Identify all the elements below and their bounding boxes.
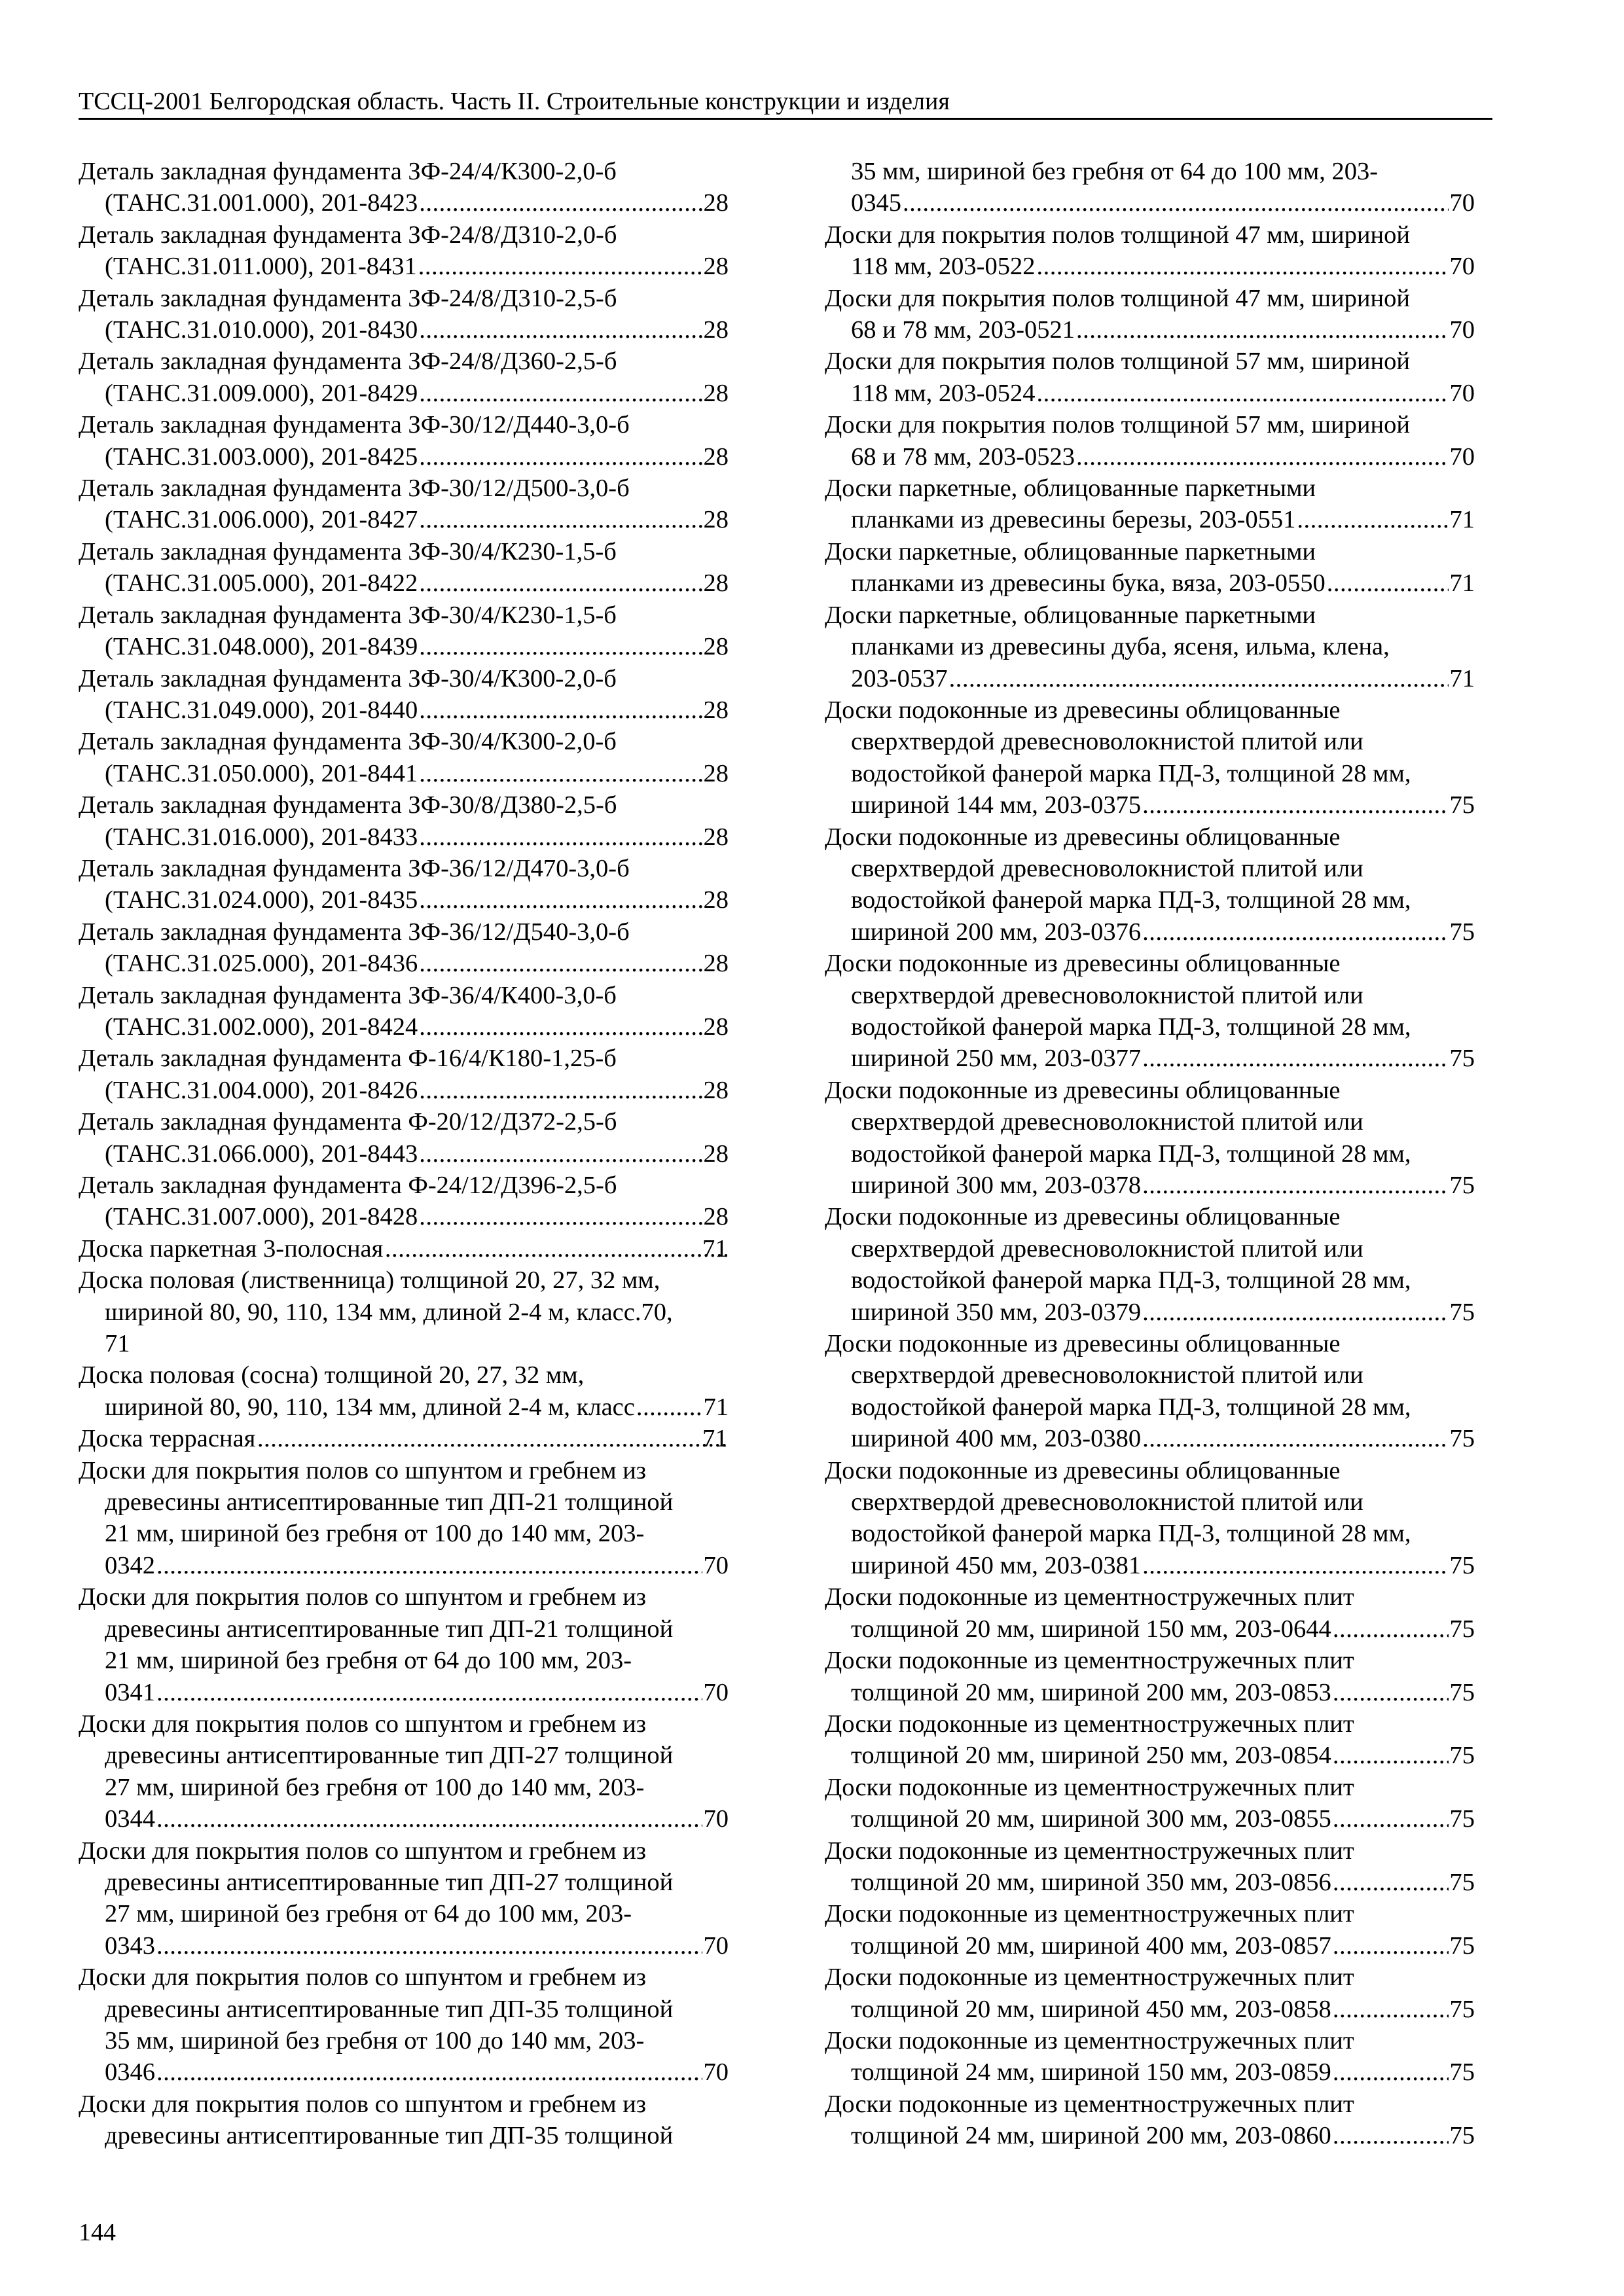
index-entry-page: 70 [703, 1678, 729, 1706]
index-entry-text: 68 и 78 мм, 203-0521 [851, 316, 1075, 344]
index-entry [825, 283, 1475, 346]
index-entry-text: Доски для покрытия полов толщиной 47 мм, шириной [825, 221, 1410, 249]
dot-leader [1333, 1930, 1449, 1962]
index-entry-page: 28 [703, 506, 729, 534]
dot-leader [419, 1075, 702, 1106]
index-entry-text: водостойкой фанерой марка ПД-3, толщиной 28 мм, [851, 1266, 1411, 1295]
index-entry-text: шириной 400 мм, 203-0380 [851, 1425, 1142, 1453]
index-entry-page: 70 [1449, 253, 1475, 281]
index-entry [825, 1075, 1475, 1202]
index-entry-text: водостойкой фанерой марка ПД-3, толщиной 28 мм, [851, 1139, 1411, 1168]
index-entry-text: древесины антисептированные тип ДП-21 толщиной [105, 1488, 674, 1516]
dot-leader [257, 1423, 727, 1454]
index-entry-text: Доски для покрытия полов со шпунтом и гребнем из [79, 1710, 647, 1738]
index-entry-text: 0343 [105, 1931, 155, 1960]
index-entry-text: 35 мм, шириной без гребня от 64 до 100 мм, 203- [851, 158, 1379, 185]
dot-leader [156, 1550, 702, 1581]
index-entry-text: Деталь закладная фундамента ЗФ-24/4/К300-2,0-б [79, 158, 617, 185]
dot-leader [419, 821, 702, 853]
index-entry-text: толщиной 20 мм, шириной 150 мм, 203-0644 [851, 1615, 1331, 1643]
index-entry-text: (ТАНС.31.024.000), 201-8435 [105, 886, 418, 914]
dot-leader [1333, 1803, 1449, 1835]
index-entry-text: сверхтвердой древесноволокнистой плитой или [851, 1361, 1363, 1390]
index-entry [825, 600, 1475, 694]
index-entry [79, 473, 729, 536]
index-entry-text: шириной 350 мм, 203-0379 [851, 1298, 1142, 1326]
dot-leader [418, 251, 702, 282]
index-entry [79, 1962, 729, 2089]
index-entry-text: шириной 250 мм, 203-0377 [851, 1045, 1142, 1073]
index-entry-text: Деталь закладная фундамента ЗФ-30/12/Д500-3,0-б [79, 475, 630, 503]
index-entry-text: Деталь закладная фундамента ЗФ-36/4/К400-3,0-б [79, 981, 617, 1009]
index-entry-text: Доски подоконные из цементностружечных плит [825, 2090, 1354, 2118]
index-entry-text: 21 мм, шириной без гребня от 100 до 140 мм, 203- [105, 1520, 645, 1548]
index-entry-text: древесины антисептированные тип ДП-21 толщиной [105, 1615, 674, 1643]
header-rule [79, 118, 1492, 120]
index-entry-text: сверхтвердой древесноволокнистой плитой или [851, 981, 1363, 1009]
index-entry-text: Доски паркетные, облицованные паркетными [825, 601, 1316, 629]
index-entry-page: 71 [703, 1393, 729, 1421]
index-entry [825, 536, 1475, 600]
index-entry [825, 1455, 1475, 1582]
index-entry-page: 75 [1449, 1995, 1475, 2023]
index-entry-page: 70 [1449, 189, 1475, 217]
index-entry-text: Деталь закладная фундамента ЗФ-24/8/Д360-2,5-б [79, 348, 617, 376]
index-entry-text: сверхтвердой древесноволокнистой плитой или [851, 854, 1363, 882]
index-entry-text: Доски подоконные из цементностружечных плит [825, 1583, 1354, 1611]
index-entry-text: шириной 200 мм, 203-0376 [851, 918, 1142, 946]
index-column-left [79, 156, 729, 2152]
index-entry-page: 28 [703, 189, 729, 217]
index-entry-text: (ТАНС.31.007.000), 201-8428 [105, 1203, 418, 1231]
index-entry-page: 28 [703, 886, 729, 914]
page-number: 144 [79, 2219, 116, 2246]
index-entry-text: (ТАНС.31.066.000), 201-8443 [105, 1139, 418, 1168]
index-entry-text: (ТАНС.31.004.000), 201-8426 [105, 1076, 418, 1104]
index-entry-text: Доски подоконные из древесины облицованные [825, 696, 1341, 724]
index-entry [825, 1772, 1475, 1835]
index-entry-text: Деталь закладная фундамента ЗФ-24/8/Д310-2,5-б [79, 284, 617, 312]
index-entry [79, 980, 729, 1043]
dot-leader [636, 1391, 702, 1423]
index-entry-text: Доска террасная [79, 1425, 256, 1453]
index-entry-page: 75 [1449, 1742, 1475, 1770]
index-entry [79, 600, 729, 663]
running-header: ТССЦ-2001 Белгородская область. Часть II. Строительные конструкции и изделия [79, 88, 950, 115]
index-entry-page: 75 [1449, 1931, 1475, 1960]
dot-leader [1142, 916, 1448, 948]
index-entry-text: сверхтвердой древесноволокнистой плитой или [851, 1108, 1363, 1136]
index-entry-text: (ТАНС.31.011.000), 201-8431 [105, 253, 417, 281]
dot-leader [419, 884, 702, 916]
index-entry [79, 1265, 729, 1359]
index-entry [825, 473, 1475, 536]
index-entry-page: 75 [1449, 918, 1475, 946]
index-entry-text: (ТАНС.31.009.000), 201-8429 [105, 379, 418, 407]
index-entry-text: Деталь закладная фундамента ЗФ-24/8/Д310-2,0-б [79, 221, 617, 249]
dot-leader [1327, 567, 1449, 599]
index-entry-text: толщиной 20 мм, шириной 400 мм, 203-0857 [851, 1931, 1331, 1960]
index-entry-page: 28 [703, 442, 729, 471]
index-entry-page: 70 [703, 1805, 729, 1833]
index-entry-text: сверхтвердой древесноволокнистой плитой или [851, 728, 1363, 756]
dot-leader [949, 663, 1449, 694]
index-entry-text: планками из древесины бука, вяза, 203-0550 [851, 569, 1326, 598]
dot-leader [1142, 1550, 1448, 1581]
index-entry [79, 916, 729, 980]
dot-leader [419, 631, 702, 662]
index-entry-page: 75 [1449, 1615, 1475, 1643]
index-entry-page: 75 [1449, 1045, 1475, 1073]
dot-leader [1076, 314, 1448, 346]
index-entry [79, 2089, 729, 2152]
index-entry-text: 21 мм, шириной без гребня от 64 до 100 мм, 203- [105, 1647, 632, 1675]
dot-leader [384, 1233, 727, 1265]
index-entry-text: (ТАНС.31.049.000), 201-8440 [105, 696, 418, 724]
index-entry-text: 118 мм, 203-0524 [851, 379, 1036, 407]
index-entry-text: Доски подоконные из древесины облицованные [825, 1076, 1341, 1104]
dot-leader [419, 758, 702, 789]
index-entry-text: толщиной 24 мм, шириной 150 мм, 203-0859 [851, 2058, 1331, 2087]
index-entry-text: толщиной 20 мм, шириной 300 мм, 203-0855 [851, 1805, 1331, 1833]
index-entry-text: Деталь закладная фундамента ЗФ-30/8/Д380-2,5-б [79, 791, 617, 819]
dot-leader [419, 378, 702, 409]
index-entry-text: (ТАНС.31.048.000), 201-8439 [105, 633, 418, 661]
dot-leader [1076, 441, 1448, 473]
index-entry-page: 75 [1449, 791, 1475, 819]
index-entry-text: древесины антисептированные тип ДП-35 толщиной [105, 1995, 674, 2023]
index-entry-text: (ТАНС.31.001.000), 201-8423 [105, 189, 418, 217]
index-entry-text: водостойкой фанерой марка ПД-3, толщиной 28 мм, [851, 1013, 1411, 1041]
index-entry-text: Доски подоконные из цементностружечных плит [825, 1964, 1354, 1992]
index-column-right [825, 156, 1475, 2152]
dot-leader [1037, 378, 1449, 409]
dot-leader [156, 1803, 702, 1835]
index-entry-text: Доски подоконные из древесины облицованные [825, 1456, 1341, 1484]
index-entry-text: водостойкой фанерой марка ПД-3, толщиной 28 мм, [851, 759, 1411, 787]
index-entry-page: 28 [703, 759, 729, 787]
index-entry-text: сверхтвердой древесноволокнистой плитой или [851, 1488, 1363, 1516]
index-entry-text: толщиной 20 мм, шириной 450 мм, 203-0858 [851, 1995, 1331, 2023]
index-entry-text: 0345 [851, 189, 901, 217]
index-entry-text: Доски подоконные из цементностружечных плит [825, 1773, 1354, 1801]
index-entry-page: 28 [703, 950, 729, 978]
index-entry-page: 75 [1449, 1172, 1475, 1199]
dot-leader [419, 504, 702, 535]
index-entry-text: Доски для покрытия полов толщиной 57 мм, шириной [825, 411, 1410, 439]
index-entry-text: Доски подоконные из цементностружечных плит [825, 2026, 1354, 2054]
index-entry [79, 409, 729, 473]
index-entry-page: 28 [703, 316, 729, 344]
index-entry [79, 1581, 729, 1708]
index-entry-page: 75 [1449, 1805, 1475, 1833]
index-entry [825, 1645, 1475, 1708]
index-entry [825, 2025, 1475, 2089]
dot-leader [1333, 2056, 1449, 2088]
index-entry [825, 694, 1475, 821]
dot-leader [419, 694, 702, 726]
index-entry [79, 1043, 729, 1106]
index-entry-text: Деталь закладная фундамента ЗФ-30/4/К300-2,0-б [79, 664, 617, 692]
index-entry-text: толщиной 20 мм, шириной 200 мм, 203-0853 [851, 1678, 1331, 1706]
dot-leader [903, 187, 1449, 219]
index-entry-text: древесины антисептированные тип ДП-27 толщиной [105, 1742, 674, 1770]
index-entry [825, 1898, 1475, 1962]
index-entry [79, 1455, 729, 1582]
index-entry [79, 853, 729, 916]
index-entry-text: Доски для покрытия полов со шпунтом и гребнем из [79, 1837, 647, 1865]
index-entry-text: 0344 [105, 1805, 155, 1833]
index-entry-text: Деталь закладная фундамента ЗФ-30/4/К300-2,0-б [79, 728, 617, 756]
index-entry-page: 75 [1449, 1551, 1475, 1579]
index-entry-text: Доски для покрытия полов со шпунтом и гребнем из [79, 1964, 647, 1992]
index-entry [79, 283, 729, 346]
index-entry-page: 28 [703, 1139, 729, 1168]
index-entry [825, 2089, 1475, 2152]
index-entry-text: 35 мм, шириной без гребня от 100 до 140 мм, 203- [105, 2026, 645, 2054]
index-entry-text: Доска половая (сосна) толщиной 20, 27, 32 мм, [79, 1361, 585, 1390]
index-entry [79, 219, 729, 283]
index-entry-page: 28 [703, 253, 729, 281]
index-entry-page: 70 [703, 2058, 729, 2087]
index-entry [825, 346, 1475, 409]
dot-leader [419, 1201, 702, 1232]
index-entry [825, 1201, 1475, 1328]
index-entry-text: шириной 80, 90, 110, 134 мм, длиной 2-4 м, класс [105, 1393, 635, 1421]
index-entry-text: Доски подоконные из древесины облицованные [825, 950, 1341, 978]
index-entry-text: 68 и 78 мм, 203-0523 [851, 442, 1075, 471]
index-entry-text: водостойкой фанерой марка ПД-3, толщиной 28 мм, [851, 886, 1411, 914]
index-entry-text: Деталь закладная фундамента ЗФ-36/12/Д540-3,0-б [79, 918, 630, 946]
index-entry-page: 75 [1449, 1678, 1475, 1706]
index-entry-text: Доски для покрытия полов со шпунтом и гребнем из [79, 1583, 647, 1611]
dot-leader [1333, 1613, 1449, 1645]
index-entry [825, 1962, 1475, 2025]
index-entry-text: 0342 [105, 1551, 155, 1579]
index-entry-page: 75 [1449, 1868, 1475, 1896]
dot-leader [156, 1930, 702, 1962]
index-entry [79, 1170, 729, 1233]
index-entry-text: Деталь закладная фундамента Ф-24/12/Д396-2,5-б [79, 1172, 617, 1199]
dot-leader [419, 567, 702, 599]
dot-leader [156, 2056, 702, 2088]
index-entry-page: 75 [1449, 1298, 1475, 1326]
index-entry-text: шириной 144 мм, 203-0375 [851, 791, 1142, 819]
index-entry-text: Доски подоконные из цементностружечных плит [825, 1647, 1354, 1675]
dot-leader [156, 1677, 702, 1708]
dot-leader [1333, 1677, 1449, 1708]
index-entry-text: Доски подоконные из цементностружечных плит [825, 1710, 1354, 1738]
index-entry-text: Деталь закладная фундамента Ф-16/4/К180-1,25-б [79, 1045, 617, 1073]
index-entry-text: Доска половая (лиственница) толщиной 20, 27, 32 мм, [79, 1266, 660, 1295]
dot-leader [1142, 1297, 1448, 1328]
index-entry [79, 1708, 729, 1835]
dot-leader [419, 187, 702, 219]
index-entry-text: Доски для покрытия полов толщиной 47 мм, шириной [825, 284, 1410, 312]
index-entry-text: 27 мм, шириной без гребня от 100 до 140 мм, 203- [105, 1773, 645, 1801]
index-entry-page: 75 [1449, 1425, 1475, 1453]
index-entry-page: 28 [703, 633, 729, 661]
index-entry-text: (ТАНС.31.050.000), 201-8441 [105, 759, 418, 787]
index-entry-text: (ТАНС.31.002.000), 201-8424 [105, 1013, 418, 1041]
index-entry [79, 1106, 729, 1170]
index-entry-text: Доски для покрытия полов со шпунтом и гребнем из [79, 2090, 647, 2118]
index-entry-text: (ТАНС.31.006.000), 201-8427 [105, 506, 418, 534]
index-entry [825, 1835, 1475, 1899]
index-entry [79, 1835, 729, 1962]
index-entry: Доска паркетная 3-полосная ..... 71 [79, 1233, 729, 1265]
index-entry-page: 75 [1449, 2122, 1475, 2150]
index-entry-text: шириной 300 мм, 203-0378 [851, 1172, 1142, 1199]
index-entry-text: 203-0537 [851, 664, 948, 692]
index-entry [79, 789, 729, 853]
dot-leader [1297, 504, 1448, 535]
dot-leader [1142, 1423, 1448, 1454]
index-entry-text: 71 [105, 1330, 130, 1358]
index-entry-text: Доски подоконные из древесины облицованные [825, 1203, 1341, 1231]
index-entry [79, 536, 729, 600]
index-entry-page: 28 [703, 823, 729, 851]
index-entry-page: 28 [703, 379, 729, 407]
index-entry-text: Доски для покрытия полов толщиной 57 мм, шириной [825, 348, 1410, 376]
index-entry-page: 71 [1449, 506, 1475, 534]
index-entry-text: Доски подоконные из древесины облицованные [825, 823, 1341, 851]
index-entry-text: 0346 [105, 2058, 155, 2087]
dot-leader [419, 314, 702, 346]
index-entry-page: 70 [1449, 442, 1475, 471]
dot-leader [1333, 2120, 1449, 2151]
index-entry [79, 1359, 729, 1423]
index-entry-text: Деталь закладная фундамента ЗФ-30/12/Д440-3,0-б [79, 411, 630, 439]
index-entry-page: 75 [1449, 2058, 1475, 2087]
index-entry-text: древесины антисептированные тип ДП-35 толщиной [105, 2122, 674, 2150]
index-entry-page: 70 [1449, 316, 1475, 344]
index-entry-text: Доски подоконные из цементностружечных плит [825, 1837, 1354, 1865]
index-entry-text: толщиной 20 мм, шириной 350 мм, 203-0856 [851, 1868, 1331, 1896]
index-entry-text: планками из древесины березы, 203-0551 [851, 506, 1296, 534]
index-entry-page: 70 [703, 1931, 729, 1960]
index-entry: Доска террасная ..... 71 [79, 1423, 729, 1454]
dot-leader [1142, 1043, 1448, 1074]
index-entry-page: 28 [703, 1013, 729, 1041]
index-entry-page: 70 [703, 1551, 729, 1579]
index-entry-text: шириной 450 мм, 203-0381 [851, 1551, 1142, 1579]
index-entry-text: Деталь закладная фундамента ЗФ-30/4/К230-1,5-б [79, 601, 617, 629]
index-entry-text: шириной 80, 90, 110, 134 мм, длиной 2-4 м, класс.70, [105, 1298, 673, 1326]
dot-leader [1333, 1994, 1449, 2025]
index-entry-page: 28 [703, 696, 729, 724]
index-entry-text: планками из древесины дуба, ясеня, ильма, клена, [851, 633, 1390, 661]
index-entry [825, 1708, 1475, 1772]
index-entry-text: 27 мм, шириной без гребня от 64 до 100 мм, 203- [105, 1900, 632, 1928]
dot-leader [1037, 251, 1449, 282]
index-entry [79, 156, 729, 219]
index-entry-text: Деталь закладная фундамента ЗФ-30/4/К230-1,5-б [79, 537, 617, 565]
index-entry-text: Деталь закладная фундамента Ф-20/12/Д372-2,5-б [79, 1108, 617, 1136]
index-entry [825, 1581, 1475, 1645]
index-entry-text: Доски для покрытия полов со шпунтом и гребнем из [79, 1456, 647, 1484]
index-entry-page: 71 [1449, 664, 1475, 692]
index-entry-text: (ТАНС.31.003.000), 201-8425 [105, 442, 418, 471]
index-entry [79, 346, 729, 409]
index-entry-page: 28 [703, 1076, 729, 1104]
index-entry-text: Доски подоконные из древесины облицованные [825, 1330, 1341, 1358]
index-entry-text: толщиной 24 мм, шириной 200 мм, 203-0860 [851, 2122, 1331, 2150]
index-entry [825, 948, 1475, 1075]
index-entry [825, 156, 1475, 219]
index-entry [79, 663, 729, 726]
index-entry-text: Доски паркетные, облицованные паркетными [825, 537, 1316, 565]
index-entry-text: водостойкой фанерой марка ПД-3, толщиной 28 мм, [851, 1520, 1411, 1548]
index-entry [825, 219, 1475, 283]
index-entry [825, 821, 1475, 948]
index-entry-text: Доски подоконные из цементностружечных плит [825, 1900, 1354, 1928]
index-entry-text: сверхтвердой древесноволокнистой плитой или [851, 1234, 1363, 1263]
index-entry-text: толщиной 20 мм, шириной 250 мм, 203-0854 [851, 1742, 1331, 1770]
dot-leader [1333, 1867, 1449, 1898]
index-entry-text: (ТАНС.31.005.000), 201-8422 [105, 569, 418, 598]
index-entry-text: Деталь закладная фундамента ЗФ-36/12/Д470-3,0-б [79, 854, 630, 882]
index-entry-text: 118 мм, 203-0522 [851, 253, 1036, 281]
index-entry-text: (ТАНС.31.010.000), 201-8430 [105, 316, 418, 344]
index-entry-text: древесины антисептированные тип ДП-27 толщиной [105, 1868, 674, 1896]
dot-leader [1333, 1740, 1449, 1771]
dot-leader [419, 948, 702, 979]
dot-leader [1142, 1170, 1448, 1201]
index-entry-page: 28 [703, 569, 729, 598]
index-entry [825, 409, 1475, 473]
index-entry-text: (ТАНС.31.025.000), 201-8436 [105, 950, 418, 978]
index-entry-page: 71 [1449, 569, 1475, 598]
index-entry-text: Доска паркетная 3-полосная [79, 1234, 384, 1263]
dot-leader [1142, 789, 1448, 821]
index-entry-text: (ТАНС.31.016.000), 201-8433 [105, 823, 418, 851]
dot-leader [419, 441, 702, 473]
index-entry-page: 28 [703, 1203, 729, 1231]
index-entry [79, 726, 729, 789]
dot-leader [419, 1011, 702, 1043]
index-entry-text: водостойкой фанерой марка ПД-3, толщиной 28 мм, [851, 1393, 1411, 1421]
index-entry-page: 70 [1449, 379, 1475, 407]
index-entry-text: 0341 [105, 1678, 155, 1706]
index-entry [825, 1328, 1475, 1455]
index-entry-text: Доски паркетные, облицованные паркетными [825, 475, 1316, 503]
dot-leader [419, 1138, 702, 1170]
